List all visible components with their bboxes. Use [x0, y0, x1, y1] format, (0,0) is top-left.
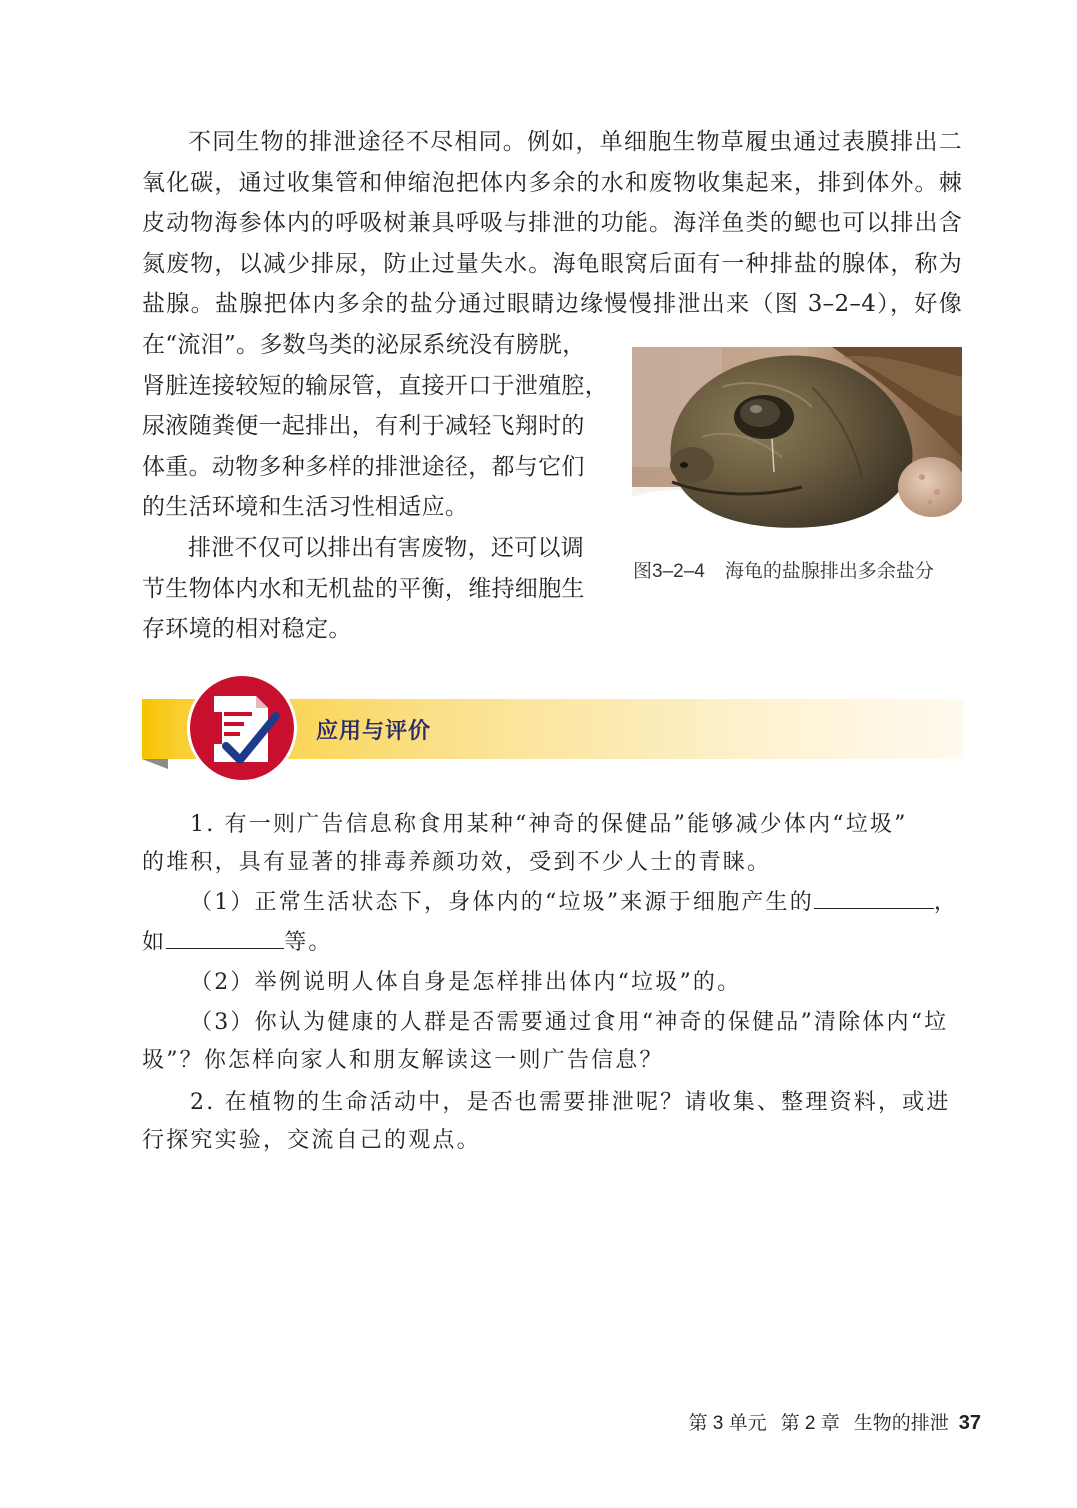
text-line: 盐腺。盐腺把体内多余的盐分通过眼睛边缘慢慢排泄出来（图 3–2–4），好像 — [142, 291, 962, 317]
question-1-1-comma: ， — [933, 890, 959, 915]
banner-fold — [142, 759, 168, 769]
question-1-1-cont — [142, 924, 333, 962]
question-1-3-line-2: 圾”？你怎样向家人和朋友解读这一则广告信息？ — [142, 1048, 664, 1073]
footer-unit: 第 3 单元 — [688, 1413, 767, 1434]
figure-number: 图3–2–4 — [633, 561, 705, 582]
text-line: 不同生物的排泄途径不尽相同。例如，单细胞生物草履虫通过表膜排出二 — [188, 129, 962, 155]
question-1-line-1: 1. 有一则广告信息称食用某种“神奇的保健品”能够减少体内“垃圾” — [190, 812, 908, 837]
question-1-1-suffix: 等。 — [284, 930, 333, 955]
footer-chapter: 第 2 章 — [780, 1413, 840, 1434]
text-line: 存环境的相对稳定。 — [142, 616, 352, 642]
text-line: 皮动物海参体内的呼吸树兼具呼吸与排泄的功能。海洋鱼类的鳃也可以排出含 — [142, 210, 962, 236]
answer-blank-2[interactable] — [166, 926, 284, 949]
text-line: 尿液随粪便一起排出，有利于减轻飞翔时的 — [142, 413, 585, 439]
sea-turtle-photo — [632, 347, 962, 539]
answer-blank-1[interactable] — [814, 886, 934, 909]
question-1-1-prefix: 如 — [142, 930, 167, 955]
question-2-line-1: 2. 在植物的生命活动中，是否也需要排泄呢？请收集、整理资料，或进 — [190, 1090, 951, 1115]
text-line: 的生活环境和生活习性相适应。 — [142, 494, 469, 520]
question-1-1 — [190, 884, 958, 922]
page-number: 37 — [958, 1412, 981, 1434]
question-1-1-text: （1）正常生活状态下，身体内的“垃圾”来源于细胞产生的 — [190, 890, 814, 915]
document-check-icon — [186, 672, 298, 784]
section-title: 应用与评价 — [316, 718, 432, 743]
text-line: 氧化碳，通过收集管和伸缩泡把体内多余的水和废物收集起来，排到体外。棘 — [142, 169, 962, 196]
figure-caption — [633, 556, 963, 583]
text-line: 氮废物，以减少排尿，防止过量失水。海龟眼窝后面有一种排盐的腺体，称为 — [142, 250, 962, 277]
body-paragraph-3 — [142, 528, 602, 650]
question-2-line-2: 行探究实验，交流自己的观点。 — [142, 1128, 481, 1153]
figure-caption-text: 海龟的盐腺排出多余盐分 — [724, 561, 934, 582]
text-line: 在“流泪”。多数鸟类的泌尿系统没有膀胱， — [142, 332, 586, 358]
body-paragraph-1 — [142, 122, 962, 325]
text-line: 体重。动物多种多样的排泄途径，都与它们 — [142, 453, 585, 480]
question-1-2: （2）举例说明人体自身是怎样排出体内“垃圾”的。 — [190, 970, 742, 995]
text-line: 肾脏连接较短的输尿管，直接开口于泄殖腔， — [142, 372, 608, 399]
text-line: 排泄不仅可以排出有害废物，还可以调 — [188, 535, 585, 561]
text-line: 节生物体内水和无机盐的平衡，维持细胞生 — [142, 575, 585, 602]
question-1-line-2: 的堆积，具有显著的排毒养颜功效，受到不少人士的青睐。 — [142, 850, 772, 875]
footer-chapter-title: 生物的排泄 — [853, 1413, 949, 1434]
question-1-3-line-1: （3）你认为健康的人群是否需要通过食用“神奇的保健品”清除体内“垃 — [190, 1010, 949, 1035]
body-paragraph-2 — [142, 325, 608, 528]
page-footer — [688, 1408, 981, 1435]
